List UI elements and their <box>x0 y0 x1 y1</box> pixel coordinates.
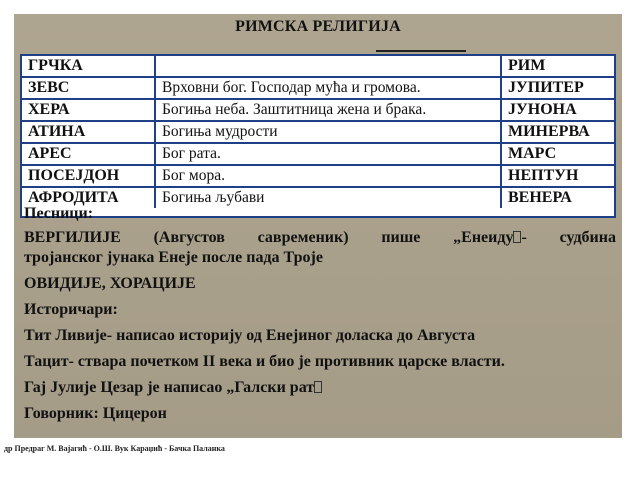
description-cell: Бог рата. <box>156 144 502 164</box>
greek-cell: ПОСЕЈДОН <box>22 166 156 186</box>
roman-cell: ЈУНОНА <box>508 101 577 118</box>
historians-heading: Историчари: <box>24 301 118 318</box>
table-row <box>22 166 614 188</box>
table-row <box>22 122 614 144</box>
roman-cell: МАРС <box>508 145 557 162</box>
description-cell: Богиња мудрости <box>156 122 502 142</box>
greek-cell: ХЕРА <box>22 100 156 120</box>
roman-cell: МИНЕРВА <box>508 123 590 140</box>
table-row <box>22 100 614 122</box>
slide <box>14 14 622 438</box>
description-cell <box>156 56 502 76</box>
virgil-line-2: тројанског јунака Енеје после пада Троје <box>24 249 323 266</box>
greek-cell: АФРОДИТА <box>22 188 156 208</box>
greek-cell: АРЕС <box>22 144 156 164</box>
greek-cell: ГРЧКА <box>22 56 156 76</box>
slide-title: РИМСКА РЕЛИГИЈА <box>235 18 401 35</box>
greek-cell: ЗЕВС <box>22 78 156 98</box>
orator-line: Говорник: Цицерон <box>24 405 167 422</box>
poets-heading: Песници: <box>24 205 94 222</box>
description-cell: Богиња љубави <box>156 188 502 208</box>
description-cell: Богиња неба. Заштитница жена и брака. <box>156 100 502 120</box>
gods-table <box>20 54 616 218</box>
greek-cell: АТИНА <box>22 122 156 142</box>
missing-glyph-icon <box>314 381 322 393</box>
livy-line: Тит Ливије- написао историју од Енејиног доласка до Августа <box>24 327 476 344</box>
roman-cell: ЈУПИТЕР <box>508 79 584 96</box>
virgil-text: ВЕРГИЛИЈЕ (Августов савременик) пише „Енеиду <box>24 229 514 246</box>
caesar-line <box>24 378 616 398</box>
table-row <box>22 78 614 100</box>
roman-cell: РИМ <box>508 57 546 74</box>
ovid-line: ОВИДИЈЕ, ХОРАЦИЈЕ <box>24 275 196 292</box>
description-cell: Бог мора. <box>156 166 502 186</box>
title-underline <box>376 50 466 52</box>
caesar-text: Гај Јулије Цезар је написао „Галски рат <box>24 379 315 396</box>
roman-cell: ВЕНЕРА <box>508 189 572 206</box>
table-row <box>22 56 614 78</box>
roman-cell: НЕПТУН <box>508 167 579 184</box>
virgil-text-end: - судбина <box>521 229 616 246</box>
virgil-line-1 <box>24 228 616 248</box>
footer-credit: др Предраг М. Вајагић - О.Ш. Вук Караџић - Бачка Паланка <box>4 444 225 453</box>
table-row <box>22 144 614 166</box>
description-cell: Врховни бог. Господар мућа и громова. <box>156 78 502 98</box>
tacitus-line: Тацит- ствара почетком II века и био је противник царске власти. <box>24 353 505 370</box>
